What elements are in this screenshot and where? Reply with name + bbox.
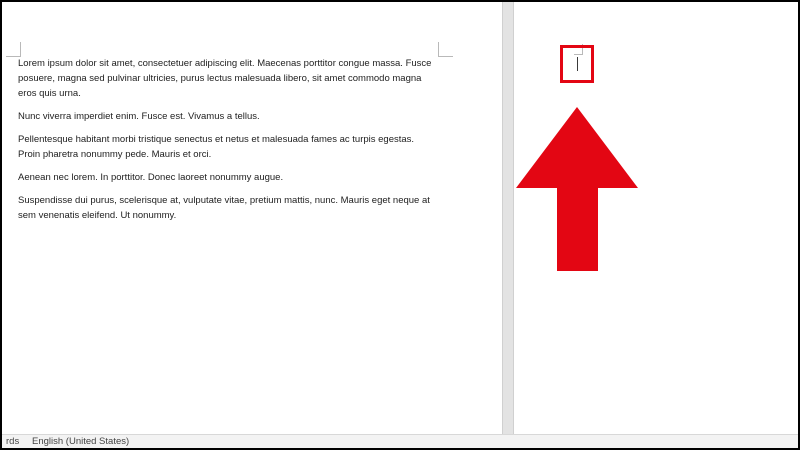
status-bar (2, 434, 798, 448)
up-arrow-shape (516, 107, 638, 271)
word-count-status[interactable]: rds (6, 436, 20, 447)
paragraph: Lorem ipsum dolor sit amet, consectetuer adipiscing elit. Maecenas porttitor congue massa. Fusce posuere, magna sed pulvinar ultricies, purus lectus malesuada libero, sit amet commodo magna eros quis urna. (18, 58, 432, 99)
up-arrow-icon (2, 2, 798, 448)
paragraph: Pellentesque habitant morbi tristique senectus et netus et malesuada fames ac turpis egestas. Proin pharetra nonummy pede. Mauris et orci. (18, 134, 415, 160)
paragraph: Suspendisse dui purus, scelerisque at, vulputate vitae, pretium mattis, nunc. Mauris eget neque at sem venenatis eleifend. Ut nonummy. (18, 195, 430, 221)
paragraph: Aenean nec lorem. In porttitor. Donec laoreet nonummy augue. (18, 172, 284, 183)
language-status[interactable]: English (United States) (32, 436, 130, 447)
paragraph: Nunc viverra imperdiet enim. Fusce est. Vivamus a tellus. (18, 111, 260, 122)
